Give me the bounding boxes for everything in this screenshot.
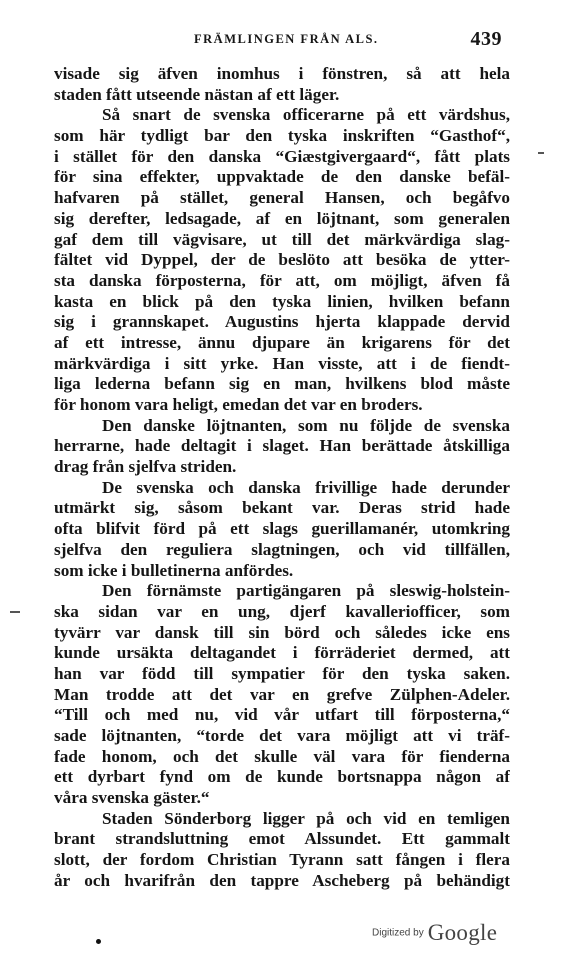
text-line: liga lederna befann sig en man, hvilkens blod måste (54, 374, 510, 394)
google-logo: Google (427, 920, 498, 945)
text-line: De svenska och danska frivillige hade derunder (102, 477, 510, 497)
text-line: Så snart de svenska officerarne på ett värdshus, (102, 105, 510, 125)
ink-dot (96, 939, 101, 944)
text-line: Den danske löjtnanten, som nu följde de svenska (102, 415, 510, 435)
page-number: 439 (470, 28, 502, 50)
text-line: gaf dem till vägvisare, ut till det märkvärdiga slag- (54, 229, 510, 249)
margin-mark (10, 611, 20, 613)
text-line: “Till och med nu, vid vår utfart till förposterna,“ (54, 705, 510, 725)
text-line: hafvaren på stället, general Hansen, och begåfvo (54, 188, 510, 208)
text-line: fältet vid Dyppel, der de beslöto att besöka de ytter- (54, 250, 510, 270)
text-line: utmärkt sig, såsom bekant var. Deras strid hade (54, 498, 510, 518)
text-line: sig i grannskapet. Augustins hjerta klappade dervid (54, 312, 510, 332)
text-line: märkvärdiga i sitt yrke. Han visste, att i de fiendt- (54, 353, 510, 373)
text-line: sjelfva den reguliera slagtningen, och vid tillfällen, (54, 539, 510, 559)
text-line: Staden Sönderborg ligger på och vid en temligen (102, 808, 510, 828)
watermark-caption: Digitized by (372, 927, 424, 939)
text-line: ofta blifvit förd på ett slags guerillamanér, utomkring (54, 519, 510, 539)
text-line: drag från sjelfva striden. (54, 457, 237, 477)
text-line: i stället för den danska “Giæstgivergaard“, fått plats (54, 146, 510, 166)
text-line: Den förnämste partigängaren på sleswig-holstein- (102, 581, 510, 601)
text-line: Man trodde att det var en grefve Zülphen-Adeler. (54, 684, 510, 704)
text-line: sade löjtnanten, “torde det vara möjligt att vi träf- (54, 726, 510, 745)
text-line: för sina effekter, uppvaktade de den danske befäl- (54, 167, 510, 187)
text-line: som här tydligt bar den tyska inskriften “Gasthof“, (54, 126, 510, 146)
text-line: kasta en blick på den tyska linien, hvilken befann (54, 291, 510, 311)
text-line: af ett intresse, ännu djupare än krigarens för det (54, 332, 510, 352)
text-line: han var född till sympatier för den tyska saken. (54, 663, 510, 683)
margin-mark (538, 152, 544, 154)
running-title: FRÄMLINGEN FRÅN ALS. (194, 32, 379, 46)
text-line: ska sidan var en ung, djerf kavalleriofficer, som (54, 601, 510, 621)
body-text (54, 64, 510, 892)
text-line: sta danska förposterna, för att, om möjligt, äfven få (54, 270, 510, 290)
page-header (54, 28, 502, 52)
text-line: fade honom, och det skulle väl vara för fienderna (54, 746, 510, 766)
text-line: slott, der fordom Christian Tyrann satt fången i flera (54, 850, 510, 870)
text-line: som icke i bulletinerna anfördes. (54, 560, 294, 580)
text-line: visade sig äfven inomhus i fönstren, så att hela (54, 64, 510, 83)
text-line: brant strandsluttning emot Alssundet. Ett gammalt (54, 829, 510, 849)
text-line: ett dyrbart fynd om de kunde bortsnappa någon af (54, 767, 510, 787)
digitized-watermark (372, 920, 497, 946)
text-line: tyvärr var dansk till sin börd och således icke ens (54, 622, 510, 642)
text-line: kunde ursäkta deltagandet i förräderiet dermed, att (54, 643, 510, 663)
text-line: staden fått utseende nästan af ett läger. (54, 84, 340, 104)
text-line: år och hvarifrån den tappre Ascheberg på behändigt (54, 870, 510, 890)
text-line: våra svenska gäster.“ (54, 788, 210, 808)
text-line: herrarne, hade deltagit i slaget. Han berättade åtskilliga (54, 436, 510, 456)
text-line: sig derefter, ledsagade, af en löjtnant, som generalen (54, 208, 510, 228)
text-line: för honom vara heligt, emedan det var en broders. (54, 395, 423, 414)
